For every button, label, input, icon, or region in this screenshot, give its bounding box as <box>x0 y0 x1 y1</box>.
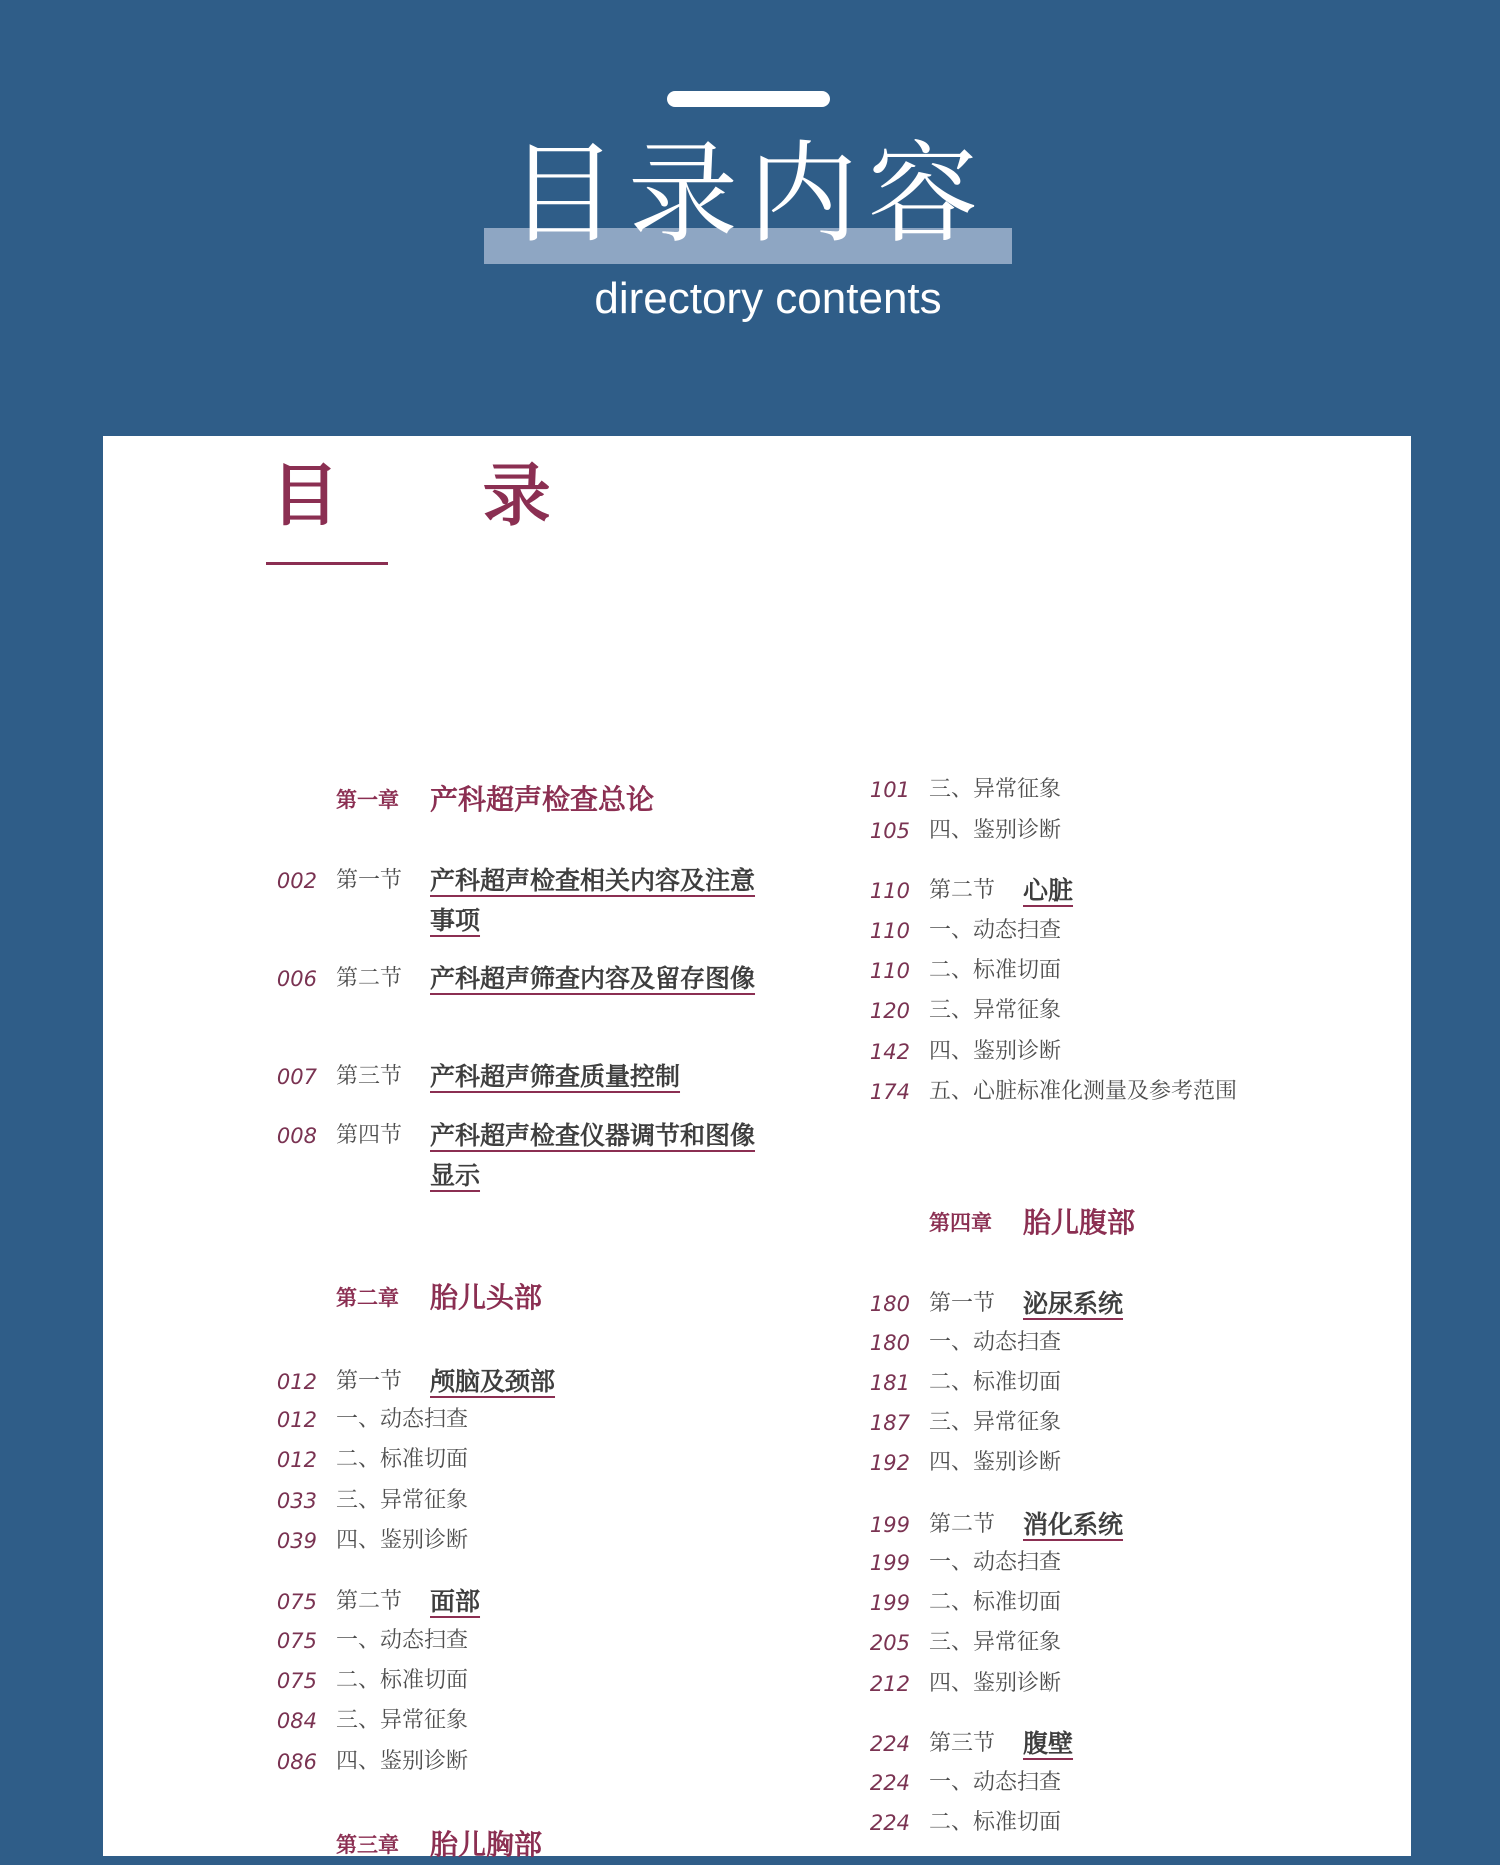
item-label: 四、鉴别诊断 <box>929 1450 1062 1475</box>
chapter-label: 第四章 <box>929 1210 992 1235</box>
page-number: 012 <box>276 1448 317 1472</box>
page-number: 110 <box>869 919 910 943</box>
section-label: 第二节 <box>929 1512 996 1537</box>
page-number: 192 <box>869 1451 910 1475</box>
chapter-label: 第一章 <box>336 787 399 812</box>
item-label: 二、标准切面 <box>929 1370 1062 1395</box>
item-label: 一、动态扫查 <box>336 1628 469 1653</box>
section-label: 第四节 <box>336 1123 403 1148</box>
page-number: 084 <box>276 1709 317 1733</box>
item-label: 四、鉴别诊断 <box>929 1671 1062 1696</box>
page-number: 105 <box>869 819 910 843</box>
section-title: 颅脑及颈部 <box>430 1367 556 1396</box>
page-number: 199 <box>869 1551 910 1575</box>
section-label: 第三节 <box>929 1731 996 1756</box>
page-number: 008 <box>276 1124 317 1148</box>
chapter-label: 第二章 <box>336 1285 399 1310</box>
page-number: 012 <box>276 1408 317 1432</box>
item-label: 一、动态扫查 <box>929 918 1062 943</box>
page-number: 012 <box>276 1370 317 1394</box>
section-title: 心脏 <box>1023 876 1074 905</box>
section-title: 产科超声筛查质量控制 <box>430 1062 681 1091</box>
section-label: 第三节 <box>336 1064 403 1089</box>
page-number: 199 <box>869 1513 910 1537</box>
chapter-title: 胎儿头部 <box>430 1281 543 1314</box>
chapter-title: 胎儿腹部 <box>1023 1206 1136 1239</box>
page-number: 033 <box>276 1489 317 1513</box>
page-number: 142 <box>869 1040 910 1064</box>
page-number: 174 <box>869 1080 910 1104</box>
section-label: 第一节 <box>336 868 403 893</box>
section-label: 第一节 <box>336 1369 403 1394</box>
page-number: 110 <box>869 959 910 983</box>
toc-page <box>103 436 1411 1861</box>
item-label: 一、动态扫查 <box>929 1330 1062 1355</box>
page-number: 212 <box>869 1672 910 1696</box>
section-title: 产科超声检查仪器调节和图像显示 <box>430 1121 756 1190</box>
item-label: 四、鉴别诊断 <box>929 818 1062 843</box>
item-label: 五、心脏标准化测量及参考范围 <box>929 1079 1238 1104</box>
page-number: 199 <box>869 1591 910 1615</box>
section-label: 第一节 <box>929 1291 996 1316</box>
page-number: 075 <box>276 1590 317 1614</box>
item-label: 一、动态扫查 <box>336 1407 469 1432</box>
toc-heading-rule <box>266 562 388 565</box>
page-number: 180 <box>869 1331 910 1355</box>
section-title: 产科超声检查相关内容及注意事项 <box>430 866 756 935</box>
page-number: 002 <box>276 869 317 893</box>
page-number: 187 <box>869 1411 910 1435</box>
page-number: 101 <box>869 778 910 802</box>
item-label: 四、鉴别诊断 <box>336 1528 469 1553</box>
page-number: 086 <box>276 1750 317 1774</box>
page-number: 224 <box>869 1771 910 1795</box>
item-label: 三、异常征象 <box>929 777 1062 802</box>
item-label: 三、异常征象 <box>336 1708 469 1733</box>
chapter-title: 胎儿胸部 <box>430 1828 543 1861</box>
item-label: 二、标准切面 <box>336 1668 469 1693</box>
banner-title: 目录内容 <box>508 130 988 258</box>
page-number: 110 <box>869 879 910 903</box>
item-label: 二、标准切面 <box>929 1810 1062 1835</box>
item-label: 二、标准切面 <box>929 958 1062 983</box>
chapter-label: 第三章 <box>336 1832 399 1857</box>
item-label: 四、鉴别诊断 <box>336 1749 469 1774</box>
section-title: 产科超声筛查内容及留存图像 <box>430 964 756 993</box>
item-label: 二、标准切面 <box>336 1447 469 1472</box>
section-label: 第二节 <box>929 878 996 903</box>
item-label: 三、异常征象 <box>929 998 1062 1023</box>
section-title: 消化系统 <box>1023 1510 1124 1539</box>
item-label: 二、标准切面 <box>929 1590 1062 1615</box>
page-number: 224 <box>869 1811 910 1835</box>
section-label: 第二节 <box>336 1589 403 1614</box>
item-label: 三、异常征象 <box>929 1410 1062 1435</box>
toc-heading: 目 录 <box>271 456 611 536</box>
page-number: 180 <box>869 1292 910 1316</box>
page-number: 075 <box>276 1669 317 1693</box>
item-label: 三、异常征象 <box>336 1488 469 1513</box>
page-number: 007 <box>276 1065 317 1089</box>
page-number: 120 <box>869 999 910 1023</box>
section-title: 泌尿系统 <box>1023 1289 1124 1318</box>
decorative-top-bar <box>667 91 830 107</box>
page-number: 006 <box>276 967 317 991</box>
page-number: 075 <box>276 1629 317 1653</box>
item-label: 一、动态扫查 <box>929 1550 1062 1575</box>
chapter-title: 产科超声检查总论 <box>430 783 655 816</box>
page-number: 205 <box>869 1631 910 1655</box>
banner-subtitle: directory contents <box>594 274 942 323</box>
page-number: 224 <box>869 1732 910 1756</box>
section-title: 面部 <box>430 1587 481 1616</box>
item-label: 一、动态扫查 <box>929 1770 1062 1795</box>
page-number: 181 <box>869 1371 910 1395</box>
section-title: 腹壁 <box>1023 1729 1074 1758</box>
item-label: 四、鉴别诊断 <box>929 1039 1062 1064</box>
section-label: 第二节 <box>336 966 403 991</box>
page-number: 039 <box>276 1529 317 1553</box>
item-label: 三、异常征象 <box>929 1630 1062 1655</box>
